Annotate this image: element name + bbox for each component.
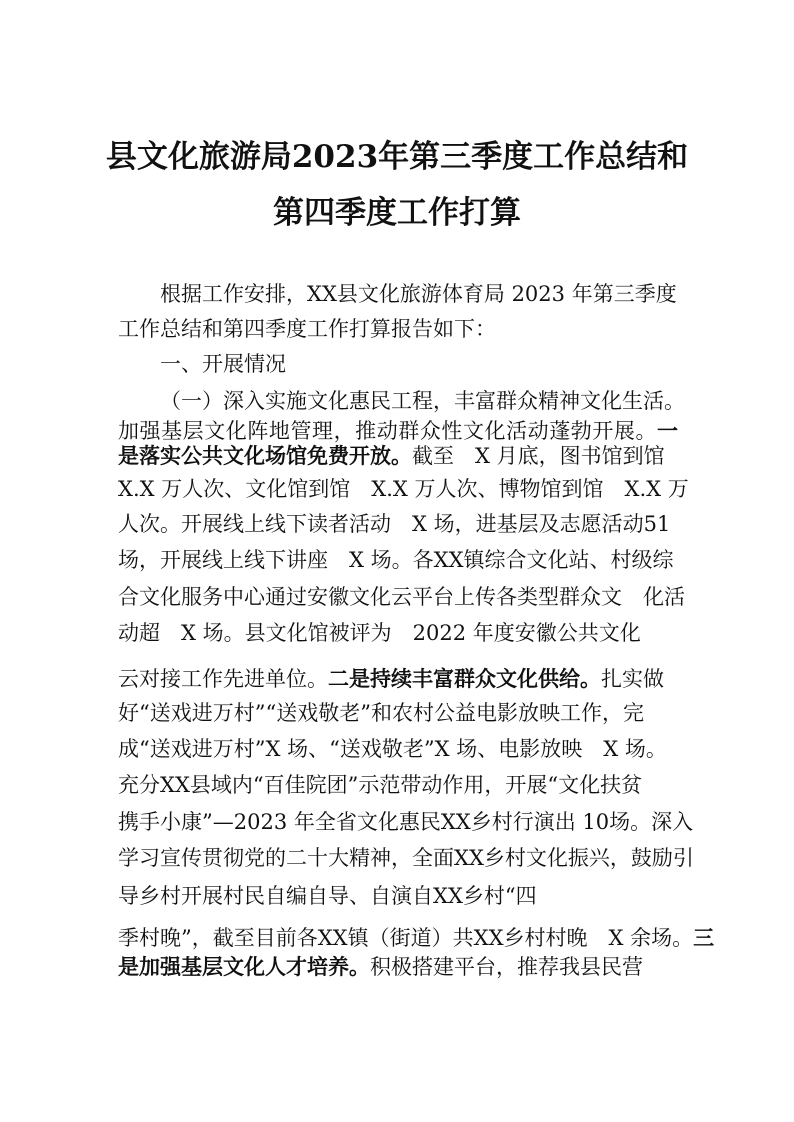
document-title-line-1: 县文化旅游局2023年第三季度工作总结和 [105,139,689,175]
paragraph-text: 截至 X 月底，图书馆到馆 [412,444,665,468]
paragraph-line: 人次。开展线上线下读者活动 X 场，进基层及志愿活动51 [118,512,671,536]
paragraph-line [118,664,664,694]
paragraph-text: 加强基层文化阵地管理，推动群众性文化活动蓬勃开展。 [118,419,657,443]
paragraph-line: （一）深入实施文化惠民工程，丰富群众精神文化生活。 [160,389,685,413]
paragraph-text: 积极搭建平台，推荐我县民营 [370,955,643,979]
paragraph-line: 好“送戏进万村”“送戏敬老”和农村公益电影放映工作，完 [118,701,644,725]
bold-emphasis: 是加强基层文化人才培养。 [118,955,370,979]
paragraph-line [118,923,715,953]
paragraph-line: 场，开展线上线下讲座 X 场。各XX镇综合文化站、村级综 [118,548,674,572]
intro-line-1: 根据工作安排，XX县文化旅游体育局 2023 年第三季度 [160,282,677,306]
section-heading: 一、开展情况 [160,352,286,376]
paragraph-line: X.X 万人次、文化馆到馆 X.X 万人次、博物馆到馆 X.X 万 [118,477,689,501]
paragraph-line: 动超 X 场。县文化馆被评为 2022 年度安徽公共文化 [118,621,641,645]
paragraph-line [118,441,665,471]
paragraph-line: 学习宣传贯彻党的二十大精神，全面XX乡村文化振兴，鼓励引 [118,846,694,870]
intro-line-2: 工作总结和第四季度工作打算报告如下： [118,317,496,341]
paragraph-line: 携手小康”—2023 年全省文化惠民XX乡村行演出 10场。深入 [118,810,694,834]
paragraph-text: 扎实做 [601,667,664,691]
paragraph-text: 云对接工作先进单位。 [118,667,328,691]
paragraph-text: 季村晚”，截至目前各XX镇（街道）共XX乡村村晚 X 余场。 [118,926,694,950]
paragraph-line: 充分XX县域内“百佳院团”示范带动作用，开展“文化扶贫 [118,773,643,797]
bold-emphasis: 是落实公共文化场馆免费开放。 [118,444,412,468]
paragraph-line: 导乡村开展村民自编自导、自演自XX乡村“四 [118,884,537,908]
paragraph-line: 合文化服务中心通过安徽文化云平台上传各类型群众文 化活 [118,585,685,609]
paragraph-line: 成“送戏进万村”X 场、“送戏敬老”X 场、电影放映 X 场。 [118,737,667,761]
bold-emphasis: 二是持续丰富群众文化供给。 [328,667,601,691]
paragraph-line [118,952,643,982]
document-title-line-2: 第四季度工作打算 [273,195,521,231]
bold-emphasis: 三 [693,926,715,950]
bold-emphasis: 一 [657,419,678,443]
